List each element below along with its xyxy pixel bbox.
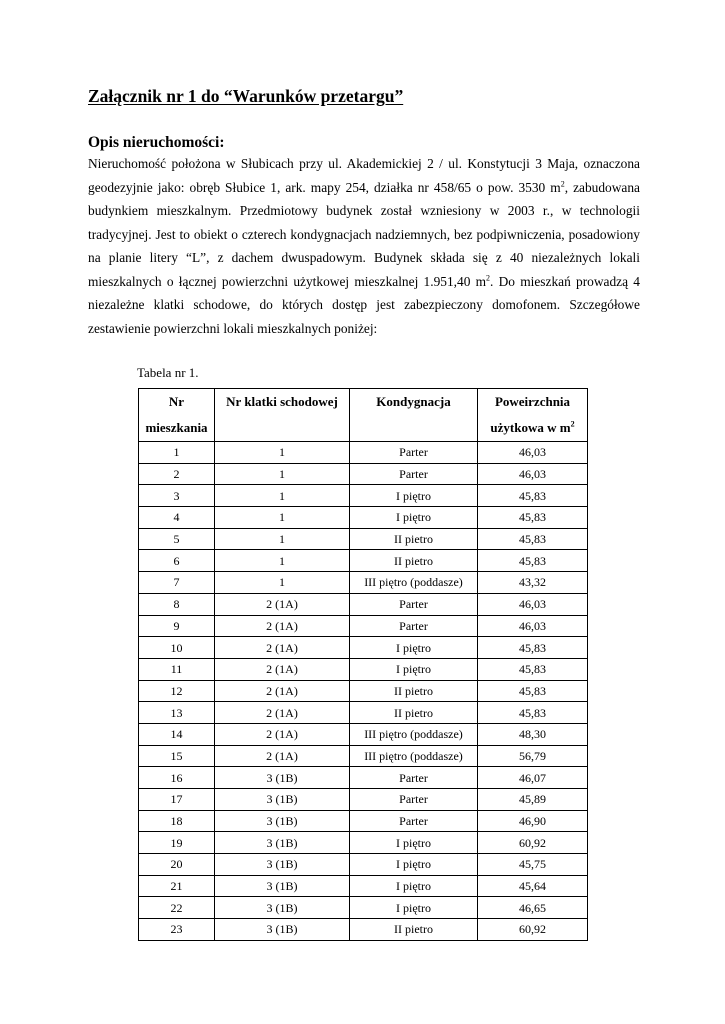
cell-floor: II pietro (350, 680, 478, 702)
table-row (139, 745, 588, 767)
cell-staircase: 1 (215, 572, 350, 594)
cell-floor: II pietro (350, 919, 478, 941)
cell-area: 46,65 (478, 897, 588, 919)
cell-floor: I piętro (350, 485, 478, 507)
cell-area: 46,03 (478, 615, 588, 637)
cell-staircase: 1 (215, 485, 350, 507)
cell-staircase: 3 (1B) (215, 875, 350, 897)
cell-floor: Parter (350, 593, 478, 615)
cell-floor: I piętro (350, 875, 478, 897)
superscript: 2 (486, 273, 491, 283)
table-row (139, 832, 588, 854)
cell-area: 46,03 (478, 593, 588, 615)
cell-area: 45,64 (478, 875, 588, 897)
paragraph-line: na planie litery “L”, z dachem dwuspadowym. Budynek składa się z 40 niezależnych lokali (88, 250, 640, 265)
paragraph-text: geodezyjnie jako: obręb Słubice 1, ark. mapy 254, działka nr 458/65 o pow. 3530 m (88, 179, 561, 195)
cell-apartment-number: 11 (139, 658, 215, 680)
cell-staircase: 3 (1B) (215, 810, 350, 832)
cell-floor: Parter (350, 463, 478, 485)
cell-apartment-number: 21 (139, 875, 215, 897)
table-row (139, 528, 588, 550)
cell-apartment-number: 12 (139, 680, 215, 702)
cell-staircase: 3 (1B) (215, 832, 350, 854)
cell-area: 46,03 (478, 442, 588, 464)
cell-staircase: 2 (1A) (215, 615, 350, 637)
table-row (139, 658, 588, 680)
cell-area: 45,83 (478, 485, 588, 507)
cell-staircase: 3 (1B) (215, 854, 350, 876)
cell-apartment-number: 4 (139, 507, 215, 529)
property-description (88, 152, 640, 340)
cell-apartment-number: 3 (139, 485, 215, 507)
cell-floor: Parter (350, 789, 478, 811)
cell-apartment-number: 23 (139, 919, 215, 941)
paragraph-text: , zabudowana (564, 179, 640, 195)
cell-area: 60,92 (478, 832, 588, 854)
cell-apartment-number: 19 (139, 832, 215, 854)
apartments-table (138, 388, 588, 941)
cell-staircase: 2 (1A) (215, 593, 350, 615)
table-row (139, 897, 588, 919)
cell-staircase: 2 (1A) (215, 658, 350, 680)
table-row (139, 810, 588, 832)
table-row (139, 485, 588, 507)
cell-area: 45,83 (478, 680, 588, 702)
cell-floor: Parter (350, 442, 478, 464)
table-row (139, 507, 588, 529)
cell-floor: Parter (350, 767, 478, 789)
cell-floor: I piętro (350, 658, 478, 680)
table-row (139, 463, 588, 485)
cell-area: 45,83 (478, 637, 588, 659)
superscript: 2 (570, 419, 575, 429)
cell-staircase: 2 (1A) (215, 702, 350, 724)
header-apartment-number: Nr mieszkania (139, 389, 215, 442)
section-heading: Opis nieruchomości: (88, 134, 225, 151)
cell-staircase: 3 (1B) (215, 789, 350, 811)
cell-area: 45,83 (478, 507, 588, 529)
paragraph-line (88, 176, 640, 200)
cell-staircase: 2 (1A) (215, 680, 350, 702)
table-caption: Tabela nr 1. (137, 365, 199, 380)
cell-staircase: 2 (1A) (215, 745, 350, 767)
table-row (139, 854, 588, 876)
cell-area: 60,92 (478, 919, 588, 941)
table-row (139, 550, 588, 572)
document-title: Załącznik nr 1 do “Warunków przetargu” (88, 86, 404, 106)
header-staircase: Nr klatki schodowej (215, 389, 350, 442)
cell-floor: II pietro (350, 528, 478, 550)
table-row (139, 615, 588, 637)
cell-staircase: 1 (215, 528, 350, 550)
cell-apartment-number: 17 (139, 789, 215, 811)
table-row (139, 789, 588, 811)
table-body (139, 442, 588, 941)
paragraph-line: Nieruchomość położona w Słubicach przy ul. Akademickiej 2 / ul. Konstytucji 3 Maja, oznaczona (88, 156, 640, 171)
table-row (139, 442, 588, 464)
cell-area: 43,32 (478, 572, 588, 594)
header-floor: Kondygnacja (350, 389, 478, 442)
cell-apartment-number: 15 (139, 745, 215, 767)
cell-area: 45,83 (478, 550, 588, 572)
table-row (139, 572, 588, 594)
superscript: 2 (560, 179, 565, 189)
paragraph-line: budynkiem mieszkalnym. Przedmiotowy budynek został wzniesiony w 2003 r., w technologii (88, 203, 640, 218)
table-header-row (139, 389, 588, 442)
cell-staircase: 1 (215, 442, 350, 464)
cell-staircase: 3 (1B) (215, 919, 350, 941)
cell-area: 45,75 (478, 854, 588, 876)
cell-area: 45,83 (478, 702, 588, 724)
cell-staircase: 2 (1A) (215, 637, 350, 659)
cell-floor: II pietro (350, 702, 478, 724)
cell-apartment-number: 8 (139, 593, 215, 615)
cell-floor: III piętro (poddasze) (350, 572, 478, 594)
cell-floor: Parter (350, 615, 478, 637)
cell-staircase: 1 (215, 463, 350, 485)
cell-apartment-number: 1 (139, 442, 215, 464)
cell-area: 48,30 (478, 723, 588, 745)
cell-area: 45,89 (478, 789, 588, 811)
paragraph-text: . Do mieszkań prowadzą 4 (490, 273, 640, 289)
paragraph-text: mieszkalnych o łącznej powierzchni użytkowej mieszkalnej 1.951,40 m (88, 273, 487, 289)
cell-staircase: 3 (1B) (215, 897, 350, 919)
table-row (139, 637, 588, 659)
cell-floor: I piętro (350, 832, 478, 854)
table-row (139, 593, 588, 615)
cell-floor: III piętro (poddasze) (350, 745, 478, 767)
cell-floor: I piętro (350, 854, 478, 876)
cell-apartment-number: 9 (139, 615, 215, 637)
cell-apartment-number: 7 (139, 572, 215, 594)
cell-area: 56,79 (478, 745, 588, 767)
cell-apartment-number: 18 (139, 810, 215, 832)
table-row (139, 919, 588, 941)
cell-floor: II pietro (350, 550, 478, 572)
table-row (139, 767, 588, 789)
table-row (139, 723, 588, 745)
cell-area: 46,07 (478, 767, 588, 789)
table-row (139, 680, 588, 702)
cell-apartment-number: 20 (139, 854, 215, 876)
cell-staircase: 3 (1B) (215, 767, 350, 789)
cell-apartment-number: 14 (139, 723, 215, 745)
cell-apartment-number: 13 (139, 702, 215, 724)
cell-area: 45,83 (478, 528, 588, 550)
cell-floor: I piętro (350, 897, 478, 919)
table-row (139, 702, 588, 724)
paragraph-line: tradycyjnej. Jest to obiekt o czterech kondygnacjach nadziemnych, bez podpiwniczenia, posadowiony (88, 226, 640, 242)
cell-area: 45,83 (478, 658, 588, 680)
paragraph-line (88, 270, 640, 294)
cell-staircase: 1 (215, 507, 350, 529)
cell-floor: I piętro (350, 637, 478, 659)
cell-apartment-number: 5 (139, 528, 215, 550)
paragraph-line: niezależne klatki schodowe, do których dostęp jest zabezpieczony domofonem. Szczegółowe (88, 297, 640, 312)
cell-staircase: 2 (1A) (215, 723, 350, 745)
header-area: Poweirzchnia użytkowa w $m^2$ (478, 389, 588, 442)
cell-apartment-number: 16 (139, 767, 215, 789)
cell-apartment-number: 6 (139, 550, 215, 572)
paragraph-line: zestawienie powierzchni lokali mieszkalnych poniżej: (88, 320, 378, 336)
cell-area: 46,03 (478, 463, 588, 485)
cell-area: 46,90 (478, 810, 588, 832)
cell-floor: III piętro (poddasze) (350, 723, 478, 745)
cell-staircase: 1 (215, 550, 350, 572)
table-row (139, 875, 588, 897)
cell-floor: I piętro (350, 507, 478, 529)
cell-apartment-number: 22 (139, 897, 215, 919)
cell-floor: Parter (350, 810, 478, 832)
cell-apartment-number: 2 (139, 463, 215, 485)
cell-apartment-number: 10 (139, 637, 215, 659)
